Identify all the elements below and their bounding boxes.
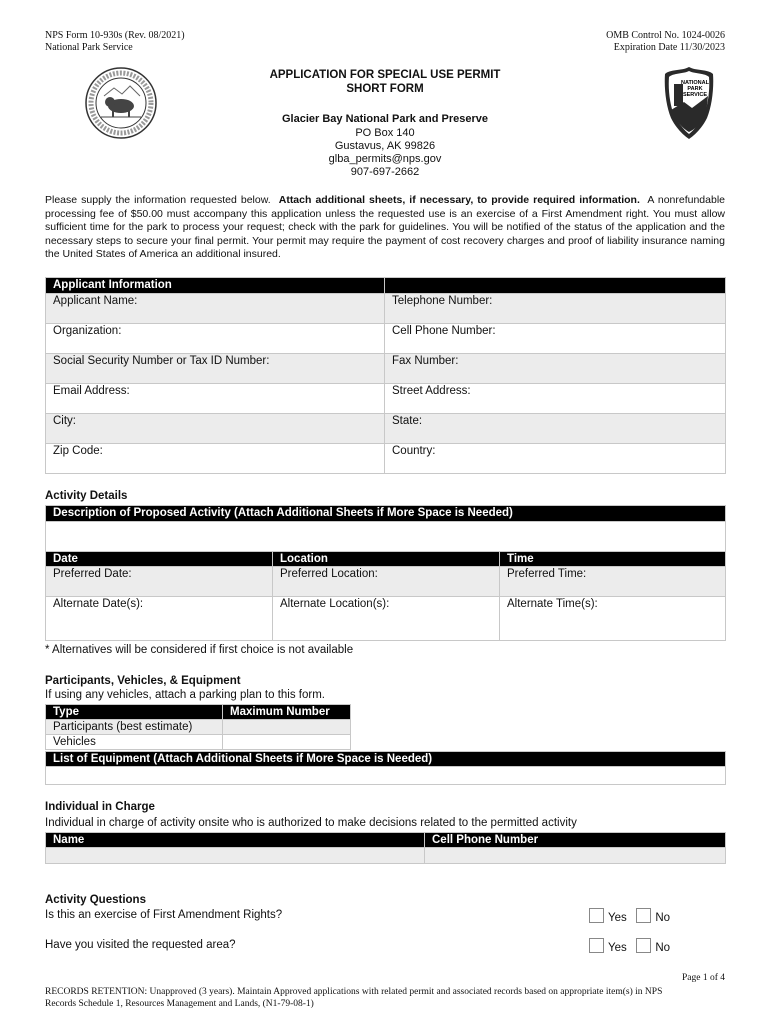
- form-title-line1: APPLICATION FOR SPECIAL USE PERMIT: [269, 69, 501, 81]
- q2-options: [589, 938, 670, 954]
- participants-row-label: Participants (best estimate): [46, 720, 223, 735]
- preferred-time-field[interactable]: Preferred Time:: [500, 567, 726, 597]
- time-column-heading: Time: [500, 552, 726, 567]
- park-email[interactable]: glba_permits@nps.gov: [328, 153, 442, 165]
- nps-arrowhead-icon: [662, 66, 716, 140]
- interior-department-seal-icon: [84, 66, 158, 140]
- individual-heading: Individual in Charge: [45, 801, 155, 813]
- max-number-column-heading: Maximum Number: [223, 705, 351, 720]
- individual-table: [45, 832, 726, 864]
- q2-no-checkbox[interactable]: [636, 938, 651, 953]
- alternatives-note: * Alternatives will be considered if first choice is not available: [45, 644, 354, 656]
- fax-field[interactable]: Fax Number:: [385, 354, 726, 384]
- preferred-location-field[interactable]: Preferred Location:: [273, 567, 500, 597]
- q1-yes-checkbox[interactable]: [589, 908, 604, 923]
- participants-heading: Participants, Vehicles, & Equipment: [45, 675, 241, 687]
- records-retention-footer: [45, 986, 725, 1010]
- applicant-table: [45, 277, 726, 474]
- intro-paragraph: [45, 194, 725, 262]
- description-field[interactable]: [46, 522, 726, 552]
- date-column-heading: Date: [46, 552, 273, 567]
- cell-phone-field[interactable]: Cell Phone Number:: [385, 324, 726, 354]
- name-column-heading: Name: [46, 833, 425, 848]
- form-title-line2: SHORT FORM: [346, 83, 424, 95]
- telephone-field[interactable]: Telephone Number:: [385, 294, 726, 324]
- cell-column-heading: Cell Phone Number: [425, 833, 726, 848]
- individual-instruction: Individual in charge of activity onsite who is authorized to make decisions related to the permitted activity: [45, 817, 577, 829]
- applicant-heading: Applicant Information: [46, 278, 385, 294]
- svg-text:NATIONAL: NATIONAL: [680, 80, 710, 86]
- omb-control-number: OMB Control No. 1024-0026: [606, 30, 725, 41]
- preferred-date-field[interactable]: Preferred Date:: [46, 567, 273, 597]
- footer-line1: RECORDS RETENTION: Unapproved (3 years). Maintain Approved applications with related permit and associated records based on appropriate item(s) in NPS: [45, 987, 663, 997]
- ssn-tax-id-field[interactable]: Social Security Number or Tax ID Number:: [46, 354, 385, 384]
- q1-no-checkbox[interactable]: [636, 908, 651, 923]
- park-name: Glacier Bay National Park and Preserve: [281, 113, 489, 125]
- participants-count-field[interactable]: [223, 720, 351, 735]
- alternate-date-field[interactable]: Alternate Date(s):: [46, 597, 273, 641]
- svg-text:SERVICE: SERVICE: [682, 92, 708, 98]
- park-city: Gustavus, AK 99826: [334, 140, 436, 152]
- individual-cell-field[interactable]: [425, 848, 726, 864]
- park-po-box: PO Box 140: [355, 127, 415, 139]
- agency-name: National Park Service: [45, 42, 133, 53]
- state-field[interactable]: State:: [385, 414, 726, 444]
- participants-table: [45, 704, 351, 750]
- activity-table: [45, 505, 726, 641]
- form-title: [200, 68, 570, 96]
- park-phone: 907-697-2662: [350, 166, 420, 178]
- equipment-table: [45, 751, 726, 785]
- description-heading: Description of Proposed Activity (Attach Additional Sheets if More Space is Needed): [46, 506, 726, 522]
- page-number: Page 1 of 4: [681, 973, 725, 983]
- q1-yes-label: Yes: [608, 912, 627, 924]
- q2-yes-checkbox[interactable]: [589, 938, 604, 953]
- questions-heading: Activity Questions: [45, 894, 146, 906]
- applicant-heading-blank: [385, 278, 726, 294]
- alternate-location-field[interactable]: Alternate Location(s):: [273, 597, 500, 641]
- country-field[interactable]: Country:: [385, 444, 726, 474]
- type-column-heading: Type: [46, 705, 223, 720]
- question-visited-area: Have you visited the requested area?: [45, 939, 236, 951]
- intro-text-1: Please supply the information requested below.: [45, 194, 271, 206]
- applicant-name-field[interactable]: Applicant Name:: [46, 294, 385, 324]
- city-field[interactable]: City:: [46, 414, 385, 444]
- email-field[interactable]: Email Address:: [46, 384, 385, 414]
- organization-field[interactable]: Organization:: [46, 324, 385, 354]
- activity-heading: Activity Details: [45, 490, 128, 502]
- equipment-field[interactable]: [46, 767, 726, 785]
- form-number-block: [45, 30, 185, 54]
- vehicles-count-field[interactable]: [223, 735, 351, 750]
- svg-text:PARK: PARK: [687, 86, 703, 92]
- location-column-heading: Location: [273, 552, 500, 567]
- street-address-field[interactable]: Street Address:: [385, 384, 726, 414]
- intro-text-bold: Attach additional sheets, if necessary, to provide required information.: [278, 194, 640, 206]
- vehicles-row-label: Vehicles: [46, 735, 223, 750]
- equipment-heading: List of Equipment (Attach Additional Sheets if More Space is Needed): [46, 752, 726, 767]
- alternate-time-field[interactable]: Alternate Time(s):: [500, 597, 726, 641]
- parking-instruction: If using any vehicles, attach a parking plan to this form.: [45, 689, 325, 701]
- expiration-date: Expiration Date 11/30/2023: [613, 42, 725, 53]
- zip-code-field[interactable]: Zip Code:: [46, 444, 385, 474]
- footer-line2: Records Schedule 1, Resources Management and Lands, (N1-79-08-1): [45, 999, 314, 1009]
- q2-no-label: No: [655, 942, 671, 954]
- q2-yes-label: Yes: [608, 942, 627, 954]
- q1-no-label: No: [655, 912, 671, 924]
- omb-block: [606, 30, 725, 54]
- form-number: NPS Form 10-930s (Rev. 08/2021): [45, 30, 185, 41]
- q1-options: [589, 908, 670, 924]
- park-address: [200, 113, 570, 179]
- intro-text-2: A nonrefundable processing fee of $50.00 must accompany this application unless the requested use is an exercise of a First Amendment right. You must allow sufficient time for the park to process your request; check with the park for guidelines. You will be notified of the status of the application and the necessary steps to secure your final permit. Your permit may require the payment of cost recovery charges and proof of liability insurance naming the United States of America an additional insured.: [45, 194, 725, 260]
- question-first-amendment: Is this an exercise of First Amendment Rights?: [45, 909, 283, 921]
- individual-name-field[interactable]: [46, 848, 425, 864]
